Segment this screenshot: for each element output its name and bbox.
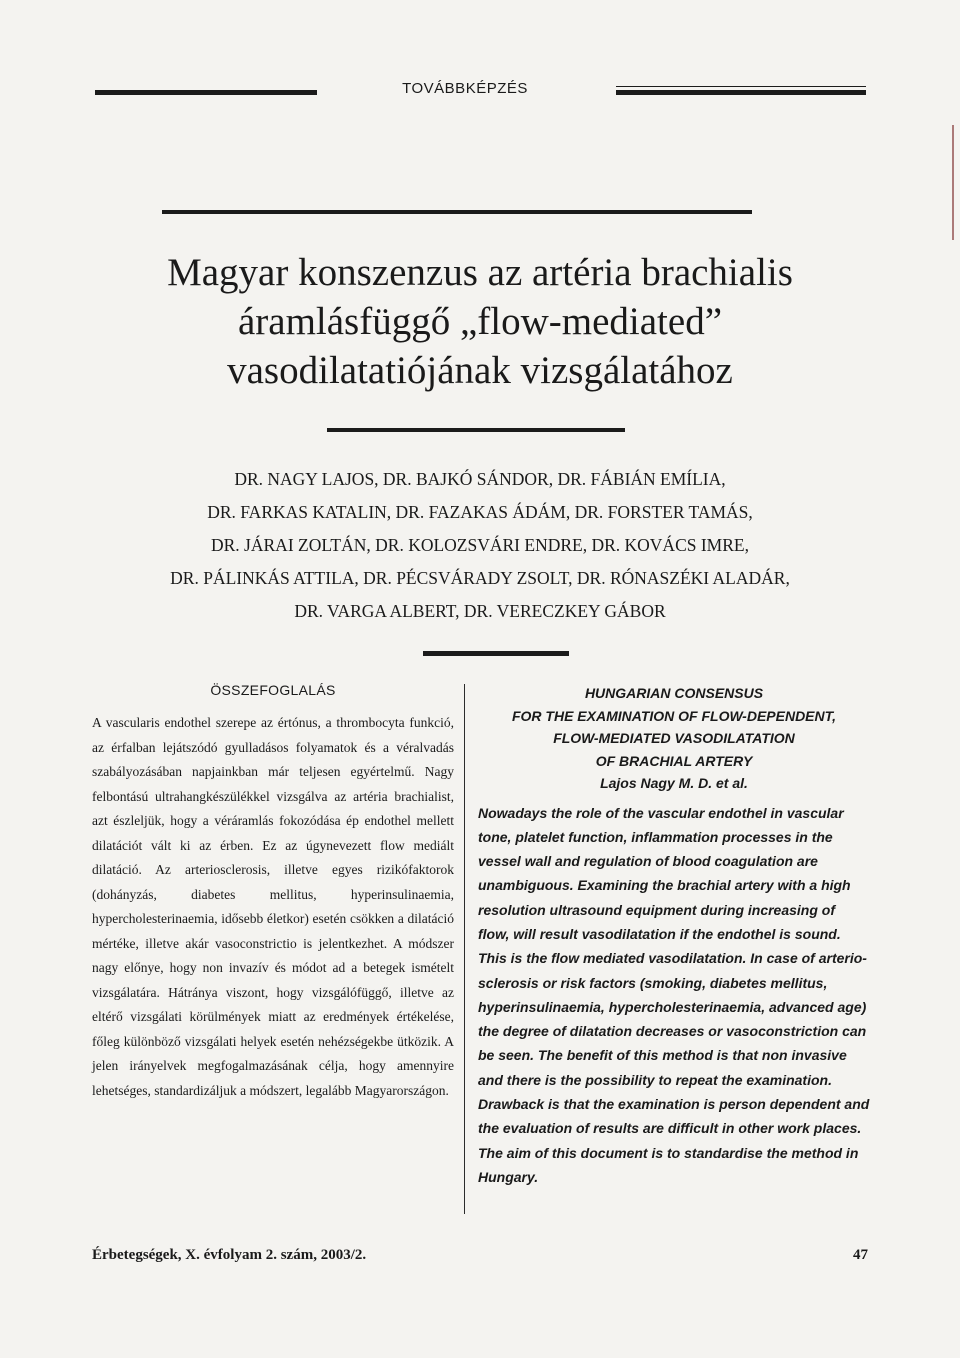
summary-english [478,682,870,1189]
title-line: Magyar konszenzus az artéria brachialis [167,251,793,294]
heading-en-line: OF BRACHIAL ARTERY [595,752,753,769]
author-line: DR. PÁLINKÁS ATTILA, DR. PÉCSVÁRADY ZSOLT, DR. RÓNASZÉKI ALADÁR, [170,568,790,588]
column-divider [464,684,465,1214]
header-rule-right [616,90,866,95]
heading-en-line: HUNGARIAN CONSENSUS [584,685,764,701]
byline-en: Lajos Nagy M. D. et al. [600,775,748,791]
author-line: DR. NAGY LAJOS, DR. BAJKÓ SÁNDOR, DR. FÁBIÁN EMÍLIA, [234,469,726,489]
title-line: vasodilatatiójának vizsgálatához [227,349,733,392]
author-line: DR. VARGA ALBERT, DR. VERECZKEY GÁBOR [294,601,666,621]
summary-heading-hu: ÖSSZEFOGLALÁS [210,682,336,698]
scan-edge-mark [952,125,954,240]
article-title [80,248,880,395]
header-rule-right-thin [616,86,866,87]
title-line: áramlásfüggő „flow-mediated” [237,300,723,343]
summary-text-en: Nowadays the role of the vascular endothel in vascular tone, platelet function, inflammation processes in the vessel wall and regulation of blood coagulation are unambiguous. Examining the brachial artery with a high resolution ultrasound equipment during increasing of flow, will result vasodilatation if the endothel is sound. This is the flow mediated vasodilatation. In case of arterio-sclerosis or risk factors (smoking, diabetes mellitus, hyperinsulinaemia, hypercholesterinaemia, advanced age) the degree of dilatation decreases or vasoconstriction can be seen. The benefit of this method is that non invasive and there is the possibility to repeat the examination. Drawback is that the examination is person dependent and the evaluation of results are difficult in other work places. The aim of this document is to standardise the method in Hungary. [478,804,870,1185]
author-list [110,463,850,628]
header-rule-left [95,90,317,95]
summary-text-hu: A vascularis endothel szerepe az értónus, a thrombocyta funkció, az érfalban lejátszódó gyulladásos folyamatok és a véralvadás szabályozásában napjainkban már teljesen egyértelmű. Nagy felbontású ultrahangkészülékkel vizsgálva az artéria brachialist, azt észleljük, hogy a véráramlás fokozódása ép endothel mellett dilatációt vált ki az érben. Ez az úgynevezett flow mediált dilatáció. Az arteriosclerosis, illetve egyes rizikófaktorok (dohányzás, diabetes mellitus, hyperinsulinaemia, hypercholesterinaemia, idősebb életkor) esetén csökken a dilatáció mértéke, illetve akár vasoconstrictio is jelentkezhet. A módszer nagy előnye, hogy non invazív és módot ad a betegek ismételt vizsgálatára. Hátránya viszont, hogy vizsgálófüggő, illetve az eltérő vizsgálati körülmények miatt az eredmények értékelése, főleg különböző vizsgálati helyek esetén nehézségekbe ütközik. A jelen irányelvek megfogalmazásának célja, hogy amennyire lehetséges, standardizáljuk a módszert, legalább Magyarországon. [92,715,454,1098]
journal-citation: Érbetegségek, X. évfolyam 2. szám, 2003/2. [92,1247,367,1263]
author-line: DR. JÁRAI ZOLTÁN, DR. KOLOZSVÁRI ENDRE, DR. KOVÁCS IMRE, [211,535,749,555]
author-line: DR. FARKAS KATALIN, DR. FAZAKAS ÁDÁM, DR. FORSTER TAMÁS, [207,502,753,522]
title-rule-bottom [327,428,625,432]
summary-heading-en [478,682,870,772]
page-number: 47 [853,1247,868,1263]
heading-en-line: FLOW-MEDIATED VASODILATATION [553,730,795,746]
authors-rule [423,651,569,656]
section-label: TOVÁBBKÉPZÉS [402,80,528,97]
summary-hungarian [92,682,454,1103]
heading-en-line: FOR THE EXAMINATION OF FLOW-DEPENDENT, [511,707,837,724]
title-rule-top [162,210,752,214]
